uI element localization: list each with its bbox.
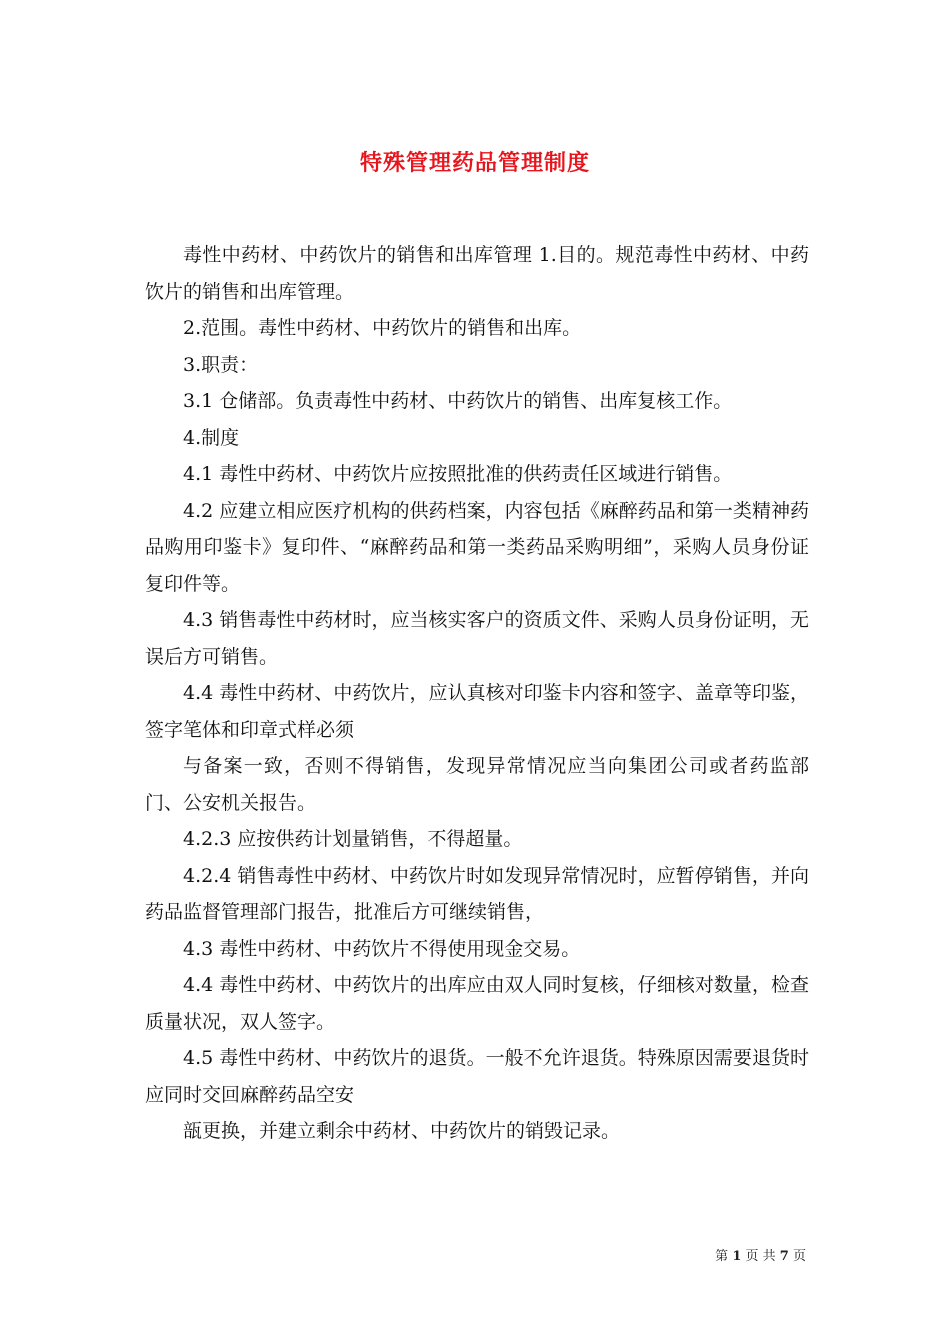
paragraph: 4.1 毒性中药材、中药饮片应按照批准的供药责任区域进行销售。: [183, 463, 733, 485]
paragraph: 4.2.3 应按供药计划量销售，不得超量。: [183, 828, 523, 850]
paragraph: 3.职责：: [183, 353, 259, 376]
paragraph: 4.4 毒性中药材、中药饮片，应认真核对印鉴卡内容和签字、盖章等印鉴，签字笔体和印章式样必须: [145, 682, 809, 741]
footer-middle: 页 共: [745, 1249, 776, 1264]
paragraph: 2.范围。毒性中药材、中药饮片的销售和出库。: [183, 317, 582, 339]
footer-suffix: 页: [792, 1249, 806, 1264]
paragraph: 3.1 仓储部。负责毒性中药材、中药饮片的销售、出库复核工作。: [183, 390, 733, 412]
paragraph: 4.3 毒性中药材、中药饮片不得使用现金交易。: [183, 937, 581, 960]
footer-prefix: 第: [715, 1249, 729, 1264]
page-number-footer: [715, 1247, 806, 1267]
paragraph: 与备案一致，否则不得销售，发现异常情况应当向集团公司或者药监部门、公安机关报告。: [145, 755, 809, 814]
paragraph: 4.2.4 销售毒性中药材、中药饮片时如发现异常情况时，应暂停销售，并向药品监督管理部门报告，批准后方可继续销售，: [145, 864, 809, 923]
document-title: 特殊管理药品管理制度: [359, 149, 590, 176]
paragraph: 4.制度: [183, 426, 240, 449]
paragraph: 4.5 毒性中药材、中药饮片的退货。一般不允许退货。特殊原因需要退货时应同时交回麻醉药品空安: [145, 1047, 809, 1106]
paragraph: 4.4 毒性中药材、中药饮片的出库应由双人同时复核，仔细核对数量，检查质量状况，双人签字。: [145, 974, 809, 1033]
document-body: [145, 237, 809, 1150]
paragraph: 4.3 销售毒性中药材时，应当核实客户的资质文件、采购人员身份证明，无误后方可销售。: [145, 609, 809, 668]
paragraph: 瓿更换，并建立剩余中药材、中药饮片的销毁记录。: [183, 1120, 621, 1142]
current-page-number: 1: [732, 1249, 742, 1264]
paragraph: 毒性中药材、中药饮片的销售和出库管理 1.目的。规范毒性中药材、中药饮片的销售和出库管理。: [145, 244, 809, 303]
paragraph: 4.2 应建立相应医疗机构的供药档案，内容包括《麻醉药品和第一类精神药品购用印鉴卡》复印件、“麻醉药品和第一类药品采购明细”，采购人员身份证复印件等。: [145, 499, 809, 595]
total-page-number: 7: [779, 1249, 789, 1264]
